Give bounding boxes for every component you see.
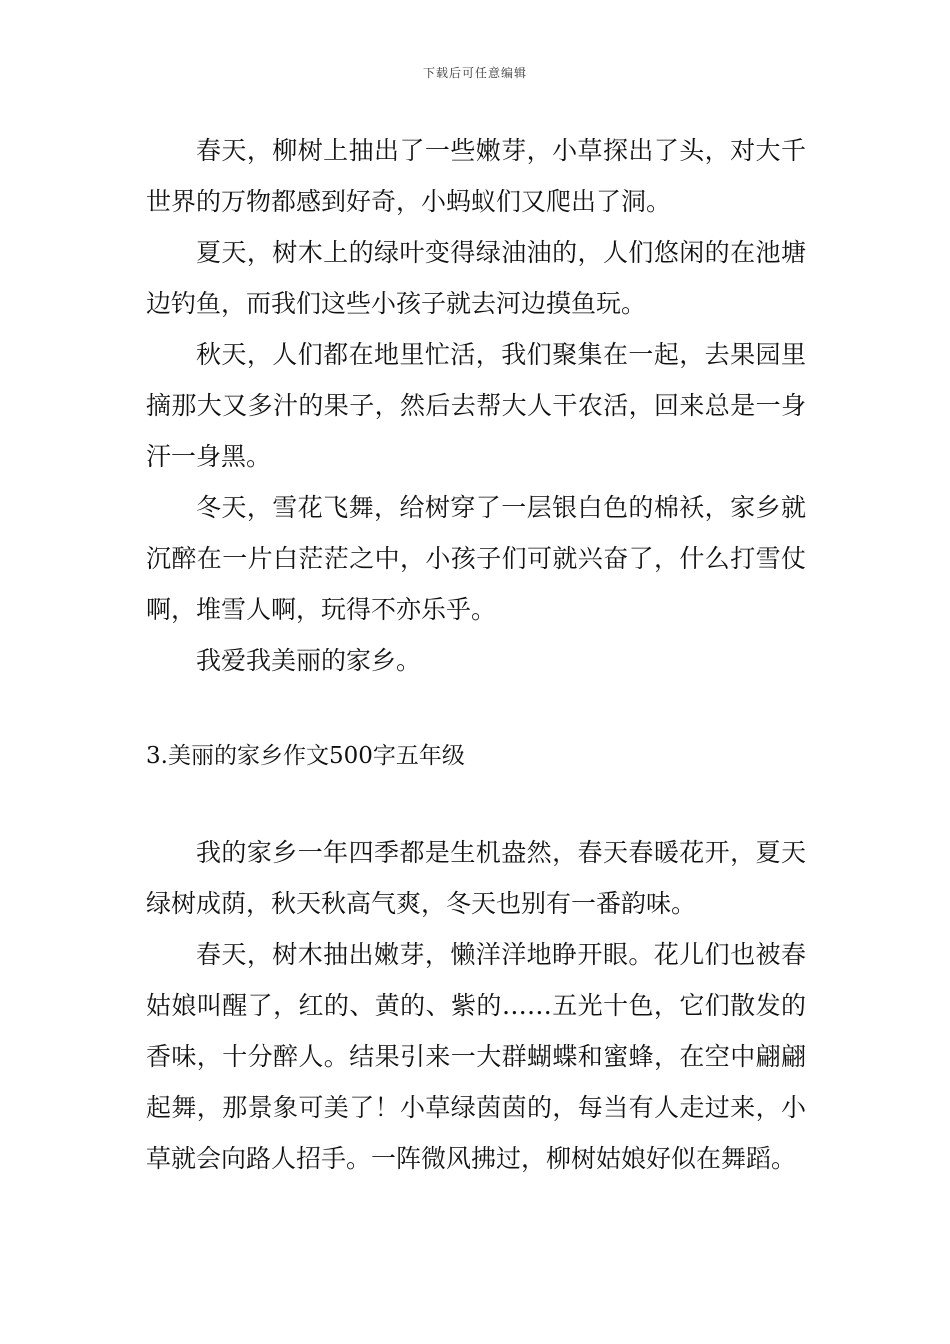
paragraph-winter: 冬天，雪花飞舞，给树穿了一层银白色的棉袄，家乡就沉醉在一片白茫茫之中，小孩子们可就兴奋了，什么打雪仗啊，堆雪人啊，玩得不亦乐乎。	[146, 493, 806, 624]
section-heading: 3.美丽的家乡作文500字五年级	[146, 743, 465, 769]
section-spacer	[146, 782, 806, 827]
paragraph-closing: 我爱我美丽的家乡。	[196, 646, 422, 675]
paragraph-spring: 春天，柳树上抽出了一些嫩芽，小草探出了头，对大千世界的万物都感到好奇，小蚂蚁们又爬出了洞。	[146, 136, 806, 216]
paragraph-intro: 我的家乡一年四季都是生机盎然，春天春暖花开，夏天绿树成荫，秋天秋高气爽，冬天也别有一番韵味。	[146, 838, 806, 918]
paragraph-spring-detail: 春天，树木抽出嫩芽，懒洋洋地睁开眼。花儿们也被春姑娘叫醒了，红的、黄的、紫的……五光十色，它们散发的香味，十分醉人。结果引来一大群蝴蝶和蜜蜂，在空中翩翩起舞，那景象可美了！小草绿茵茵的，每当有人走过来，小草就会向路人招手。一阵微风拂过，柳树姑娘好似在舞蹈。	[146, 940, 806, 1173]
page-header: 下载后可任意编辑	[422, 66, 527, 80]
paragraph-autumn: 秋天，人们都在地里忙活，我们聚集在一起，去果园里摘那大又多汁的果子，然后去帮大人干农活，回来总是一身汗一身黑。	[146, 340, 806, 471]
document-body	[146, 125, 806, 1184]
paragraph-summer: 夏天，树木上的绿叶变得绿油油的，人们悠闲的在池塘边钓鱼，而我们这些小孩子就去河边摸鱼玩。	[146, 238, 806, 318]
